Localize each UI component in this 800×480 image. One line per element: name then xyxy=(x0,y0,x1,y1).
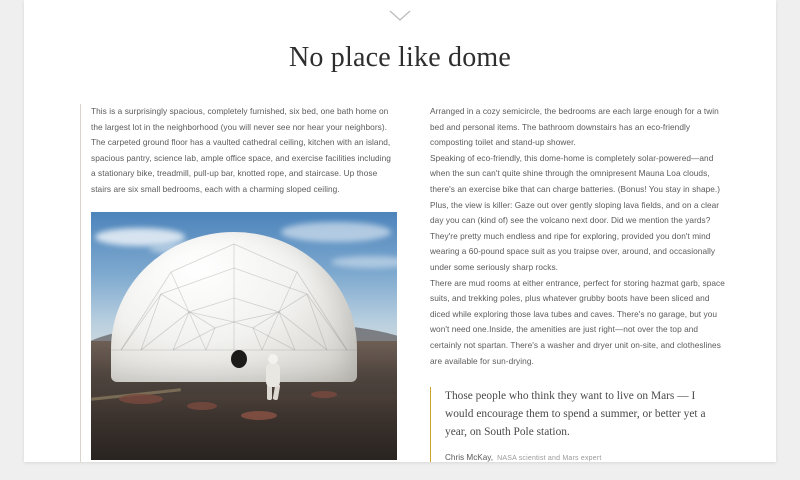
foreground xyxy=(91,395,397,459)
page-title: No place like dome xyxy=(288,42,512,73)
right-paragraph-2: Speaking of eco-friendly, this dome-home is completely solar-powered—and when the sun can't quite shine through the omnipresent Mauna Loa clouds, there's an exercise bike that can charge batteries. (Bonus! You stay in shape.) xyxy=(430,152,721,194)
pull-quote xyxy=(430,387,726,462)
article-sheet xyxy=(24,0,776,462)
astronaut-body xyxy=(266,363,280,387)
article-columns xyxy=(80,104,726,462)
pull-quote-attribution xyxy=(445,453,726,462)
right-paragraph-3: Plus, the view is killer: Gaze out over gently sloping lava fields, and on a clear day you can (kind of) see the volcano next door. Did we mention the yards? They're pretty much endless and ripe for exploring, provided you don't mind wearing a 60-pound space suit as you traipse over, around, and occasionally under some seriously sharp rocks. xyxy=(430,199,720,272)
dome-photo xyxy=(91,212,397,460)
right-column xyxy=(430,104,726,462)
chevron-down-icon[interactable] xyxy=(389,10,411,22)
astronaut-helmet xyxy=(268,354,278,364)
pull-quote-text: Those people who think they want to live on Mars — I would encourage them to spend a summer, or better yet a year, on South Pole station. xyxy=(445,390,706,439)
rock xyxy=(311,391,337,398)
pull-quote-author: Chris McKay, xyxy=(445,453,494,462)
astronaut xyxy=(263,354,283,400)
left-column xyxy=(80,104,396,462)
right-paragraph-4: There are mud rooms at either entrance, perfect for storing hazmat garb, space suits, and trekking poles, plus whatever grubby boots have been sliced and diced while exploring those lava tubes and caves. There's no garage, but you won't need one.Inside, the amenities are just right—not over the top and certainly not spartan. There's a washer and dryer unit on-site, and clotheslines are available for sun-drying. xyxy=(430,277,725,366)
pull-quote-role: NASA scientist and Mars expert xyxy=(497,455,602,462)
dome-door xyxy=(231,350,247,368)
right-paragraph-1: Arranged in a cozy semicircle, the bedrooms are each large enough for a twin bed and personal items. The bathroom downstairs has an eco-friendly composting toilet and stand-up shower. xyxy=(430,106,719,148)
rock xyxy=(187,402,217,410)
rock xyxy=(241,411,277,420)
rock xyxy=(119,394,163,404)
left-paragraph-1: This is a surprisingly spacious, completely furnished, six bed, one bath home on the largest lot in the neighborhood (you will never see nor hear your neighbors). The carpeted ground floor has a vaulted cathedral ceiling, kitchen with an island, spacious pantry, science lab, ample office space, and exercise facilities including a stationary bike, treadmill, pull-up bar, knotted rope, and staircase. Up those stairs are six small bedrooms, each with a charming sloped ceiling. xyxy=(91,106,391,194)
